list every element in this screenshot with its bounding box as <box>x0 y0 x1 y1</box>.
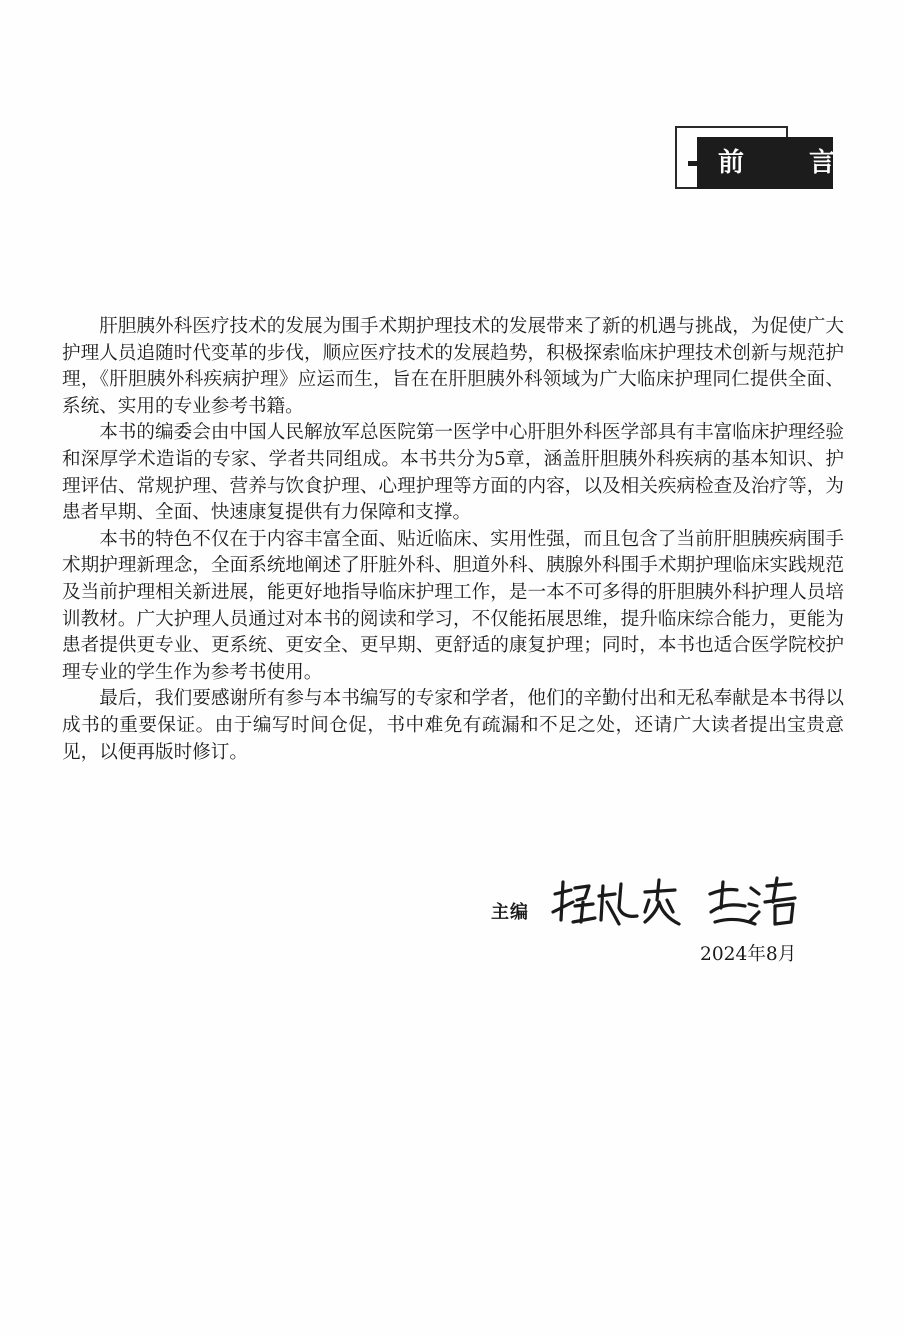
paragraph-3: 本书的特色不仅在于内容丰富全面、贴近临床、实用性强，而且包含了当前肝胆胰疾病围手术期护理新理念，全面系统地阐述了肝脏外科、胆道外科、胰腺外科围手术期护理临床实践规范及当前护理相关新进展，能更好地指导临床护理工作，是一本不可多得的肝胆胰外科护理人员培训教材。广大护理人员通过对本书的阅读和学习，不仅能拓展思维，提升临床综合能力，更能为患者提供更专业、更系统、更安全、更早期、更舒适的康复护理；同时，本书也适合医学院校护理专业的学生作为参考书使用。 <box>62 528 844 683</box>
page-title: 前 言 <box>718 148 864 178</box>
paragraph-4: 最后，我们要感谢所有参与本书编写的专家和学者，他们的辛勤付出和无私奉献是本书得以成书的重要保证。由于编写时间仓促，书中难免有疏漏和不足之处，还请广大读者提出宝贵意见，以便再版时修订。 <box>62 688 844 763</box>
preface-body <box>62 314 844 766</box>
date: 2024年8月 <box>700 944 797 965</box>
editor-label: 主编 <box>491 902 529 923</box>
paragraph-1: 肝胆胰外科医疗技术的发展为围手术期护理技术的发展带来了新的机遇与挑战，为促使广大护理人员追随时代变革的步伐，顺应医疗技术的发展趋势，积极探索临床护理技术创新与规范护理，《肝胆胰外科疾病护理》应运而生，旨在在肝胆胰外科领域为广大临床护理同仁提供全面、系统、实用的专业参考书籍。 <box>62 316 844 417</box>
handwritten-signature <box>545 872 815 932</box>
heading-dash <box>688 161 710 166</box>
paragraph-2: 本书的编委会由中国人民解放军总医院第一医学中心肝胆外科医学部具有丰富临床护理经验和深厚学术造诣的专家、学者共同组成。本书共分为5章，涵盖肝胆胰外科疾病的基本知识、护理评估、常规护理、营养与饮食护理、心理护理等方面的内容，以及相关疾病检查及治疗等，为患者早期、全面、快速康复提供有力保障和支撑。 <box>62 422 844 524</box>
